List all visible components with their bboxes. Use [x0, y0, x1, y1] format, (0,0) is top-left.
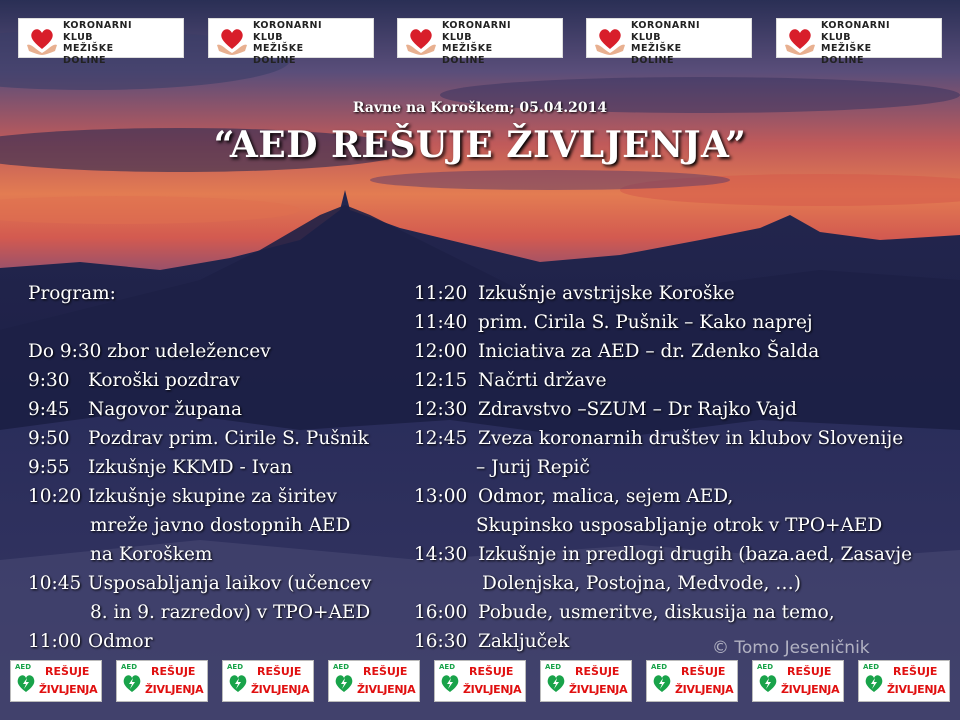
program-text: Iniciativa za AED – dr. Zdenko Šalda: [478, 341, 820, 362]
badge-line-1: REŠUJE: [257, 665, 302, 678]
program-item-continued: [414, 569, 954, 598]
program-item: [414, 627, 954, 656]
badge-line-2: ŽIVLJENJA: [781, 683, 840, 696]
heart-hands-icon: [593, 23, 627, 55]
program-text: – Jurij Repič: [476, 457, 590, 478]
program-time: Do 9:30: [28, 341, 102, 362]
aed-heart-icon: [333, 672, 355, 694]
logo-line-1: KORONARNI: [821, 20, 891, 31]
badge-aed-label: AED: [227, 663, 244, 671]
club-logo: [586, 18, 752, 66]
program-text: Zaključek: [478, 631, 570, 652]
program-time: 16:00: [414, 602, 468, 623]
badge-aed-label: AED: [757, 663, 774, 671]
program-time: 11:00: [28, 631, 82, 652]
program-text: Zveza koronarnih društev in klubov Slovenije: [478, 428, 904, 449]
badge-line-2: ŽIVLJENJA: [357, 683, 416, 696]
logo-line-4: DOLINE: [63, 54, 106, 66]
aed-heart-icon: [545, 672, 567, 694]
badge-line-2: ŽIVLJENJA: [145, 683, 204, 696]
event-location-date: Ravne na Koroškem; 05.04.2014: [352, 100, 608, 116]
logo-line-1: KORONARNI: [631, 20, 701, 31]
logo-line-2: KLUB: [253, 31, 284, 43]
badge-line-2: ŽIVLJENJA: [887, 683, 946, 696]
program-heading-row: [28, 279, 418, 308]
program-item: [414, 482, 954, 511]
logo-line-3: MEŽIŠKE: [442, 43, 493, 54]
aed-heart-icon: [863, 672, 885, 694]
aed-badge: [328, 660, 420, 702]
badge-aed-label: AED: [863, 663, 880, 671]
program-text: Nagovor župana: [88, 399, 242, 420]
badge-line-1: REŠUJE: [45, 665, 90, 678]
program-text: Odmor, malica, sejem AED,: [478, 486, 734, 507]
club-logo: [776, 18, 942, 66]
aed-badge: [434, 660, 526, 702]
program-item-continued: [28, 598, 418, 627]
heart-hands-icon: [25, 23, 59, 55]
logo-line-2: KLUB: [63, 31, 94, 43]
aed-badge: [646, 660, 738, 702]
aed-badge: [10, 660, 102, 702]
program-text: Dolenjska, Postojna, Medvode, …): [482, 573, 801, 594]
program-item-continued: [414, 453, 954, 482]
program-item: [28, 482, 418, 511]
aed-badge: [222, 660, 314, 702]
heart-hands-icon: [215, 23, 249, 55]
program-item: [414, 395, 954, 424]
club-logo: [208, 18, 374, 66]
photo-credit-watermark: © Tomo Jeseničnik: [712, 638, 870, 658]
program-item: [28, 569, 418, 598]
aed-badge: [858, 660, 950, 702]
program-text: zbor udeležencev: [107, 341, 271, 362]
aed-heart-icon: [121, 672, 143, 694]
program-time: 12:00: [414, 341, 468, 362]
program-text: Skupinsko usposabljanje otrok v TPO+AED: [476, 515, 883, 536]
program-item: [28, 453, 418, 482]
program-time: 13:00: [414, 486, 468, 507]
program-time: 12:15: [414, 370, 468, 391]
logo-line-3: MEŽIŠKE: [821, 43, 872, 54]
club-logo-strip: [0, 18, 960, 66]
program-time: 14:30: [414, 544, 468, 565]
logo-line-1: KORONARNI: [253, 20, 323, 31]
program-time: 9:30: [28, 370, 70, 391]
badge-line-2: ŽIVLJENJA: [463, 683, 522, 696]
logo-line-4: DOLINE: [253, 54, 296, 66]
program-item: [28, 337, 418, 366]
program-text: na Koroškem: [90, 544, 213, 565]
program-text: mreže javno dostopnih AED: [90, 515, 351, 536]
club-logo: [397, 18, 563, 66]
badge-line-1: REŠUJE: [151, 665, 196, 678]
program-item-continued: [28, 511, 418, 540]
program-heading: Program:: [28, 283, 116, 304]
logo-line-4: DOLINE: [442, 54, 485, 66]
logo-line-3: MEŽIŠKE: [63, 43, 114, 54]
program-time: 9:45: [28, 399, 70, 420]
program-time: 12:45: [414, 428, 468, 449]
program-text: Pozdrav prim. Cirile S. Pušnik: [88, 428, 369, 449]
program-item: [28, 424, 418, 453]
program-item: [414, 540, 954, 569]
program-text: Zdravstvo –SZUM – Dr Rajko Vajd: [478, 399, 797, 420]
heart-hands-icon: [783, 23, 817, 55]
aed-heart-icon: [15, 672, 37, 694]
badge-aed-label: AED: [121, 663, 138, 671]
program-left-column: [28, 279, 418, 656]
badge-line-1: REŠUJE: [681, 665, 726, 678]
program-item-continued: [28, 540, 418, 569]
logo-line-2: KLUB: [821, 31, 852, 43]
badge-line-2: ŽIVLJENJA: [251, 683, 310, 696]
program-text: Koroški pozdrav: [88, 370, 240, 391]
badge-line-1: REŠUJE: [575, 665, 620, 678]
program-time: 16:30: [414, 631, 468, 652]
program-text: prim. Cirila S. Pušnik – Kako naprej: [478, 312, 813, 333]
program-text: Načrti države: [478, 370, 607, 391]
program-time: 11:20: [414, 283, 468, 304]
event-title: “AED REŠUJE ŽIVLJENJA”: [213, 124, 747, 166]
program-item: [414, 598, 954, 627]
program-text: Odmor: [88, 631, 153, 652]
badge-aed-label: AED: [651, 663, 668, 671]
program-item: [414, 366, 954, 395]
aed-heart-icon: [439, 672, 461, 694]
program-time: 9:55: [28, 457, 70, 478]
badge-line-1: REŠUJE: [787, 665, 832, 678]
program-time: 10:45: [28, 573, 82, 594]
aed-heart-icon: [227, 672, 249, 694]
aed-badge: [540, 660, 632, 702]
program-text: Izkušnje in predlogi drugih (baza.aed, Zasavje: [478, 544, 913, 565]
program-text: Izkušnje avstrijske Koroške: [478, 283, 735, 304]
aed-badge-strip: [0, 660, 960, 702]
program-right-column: [414, 279, 954, 656]
logo-line-2: KLUB: [631, 31, 662, 43]
program-item: [414, 308, 954, 337]
aed-heart-icon: [757, 672, 779, 694]
logo-line-1: KORONARNI: [442, 20, 512, 31]
program-item: [414, 279, 954, 308]
logo-line-4: DOLINE: [631, 54, 674, 66]
logo-line-1: KORONARNI: [63, 20, 133, 31]
program-time: 10:20: [28, 486, 82, 507]
program-item: [414, 424, 954, 453]
heart-hands-icon: [404, 23, 438, 55]
logo-line-2: KLUB: [442, 31, 473, 43]
logo-line-3: MEŽIŠKE: [631, 43, 682, 54]
program-item: [28, 366, 418, 395]
badge-aed-label: AED: [15, 663, 32, 671]
badge-line-2: ŽIVLJENJA: [675, 683, 734, 696]
program-text: Izkušnje skupine za širitev: [88, 486, 337, 507]
program-text: 8. in 9. razredov) v TPO+AED: [90, 602, 371, 623]
badge-line-2: ŽIVLJENJA: [569, 683, 628, 696]
badge-aed-label: AED: [545, 663, 562, 671]
program-item: [414, 337, 954, 366]
spacer: [28, 308, 418, 337]
badge-line-1: REŠUJE: [363, 665, 408, 678]
badge-line-1: REŠUJE: [893, 665, 938, 678]
program-time: 9:50: [28, 428, 70, 449]
program-time: 11:40: [414, 312, 468, 333]
program-item: [28, 627, 418, 656]
club-logo: [18, 18, 184, 66]
logo-line-4: DOLINE: [821, 54, 864, 66]
badge-aed-label: AED: [439, 663, 456, 671]
program-item-continued: [414, 511, 954, 540]
program-time: 12:30: [414, 399, 468, 420]
logo-line-3: MEŽIŠKE: [253, 43, 304, 54]
program-text: Pobude, usmeritve, diskusija na temo,: [478, 602, 835, 623]
program-item: [28, 395, 418, 424]
program-text: Usposabljanja laikov (učencev: [88, 573, 372, 594]
aed-badge: [752, 660, 844, 702]
badge-aed-label: AED: [333, 663, 350, 671]
aed-badge: [116, 660, 208, 702]
badge-line-1: REŠUJE: [469, 665, 514, 678]
aed-heart-icon: [651, 672, 673, 694]
program-text: Izkušnje KKMD - Ivan: [88, 457, 293, 478]
badge-line-2: ŽIVLJENJA: [39, 683, 98, 696]
